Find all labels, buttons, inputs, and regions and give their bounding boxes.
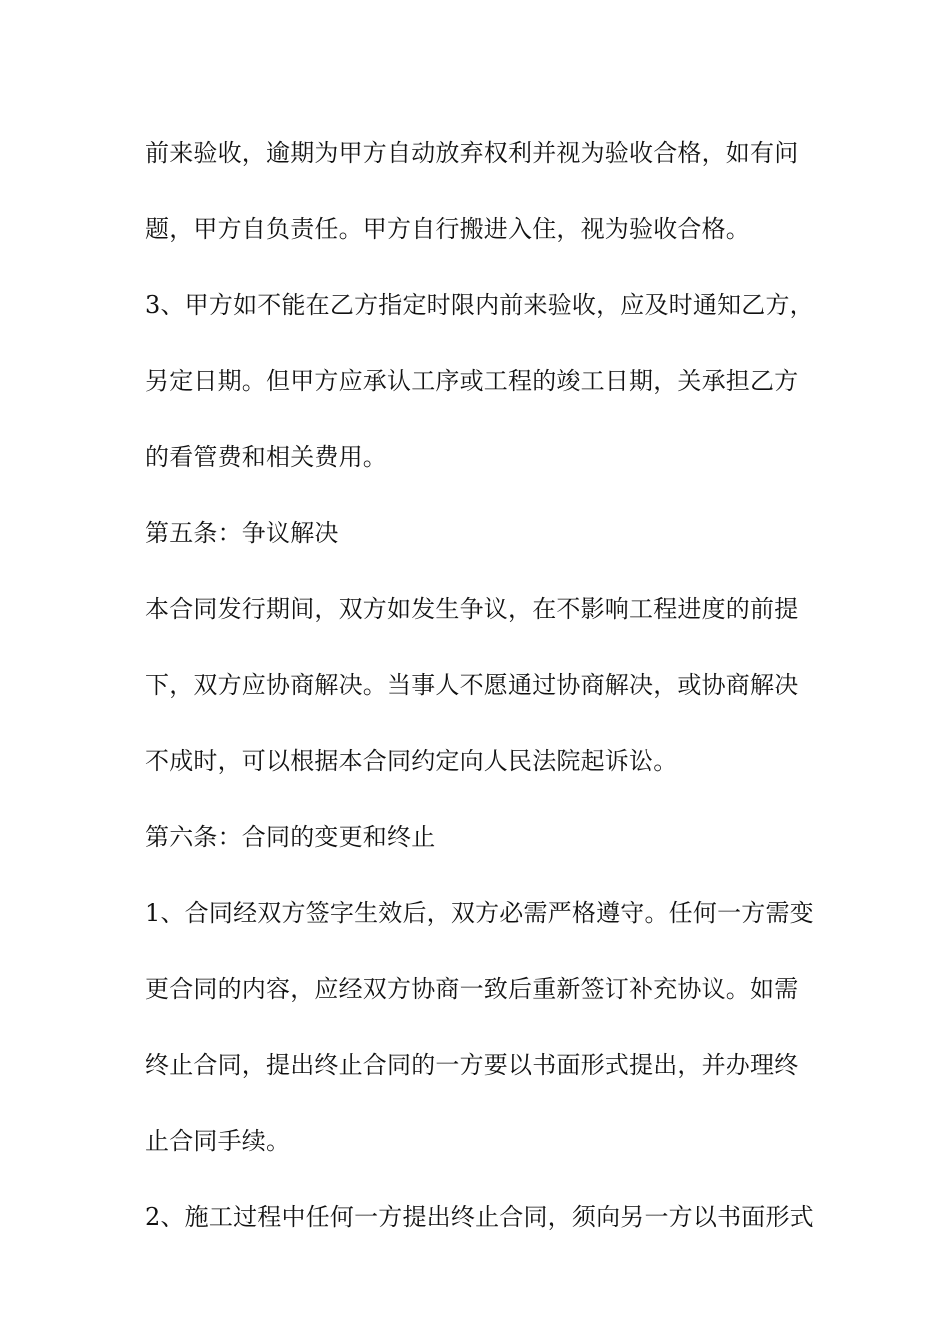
text-line: 终止合同，提出终止合同的一方要以书面形式提出，并办理终 xyxy=(145,1051,799,1079)
text-line: 题，甲方自负责任。甲方自行搬进入住，视为验收合格。 xyxy=(145,215,750,243)
text-line: 下，双方应协商解决。当事人不愿通过协商解决，或协商解决 xyxy=(145,671,799,699)
text-line: 前来验收，逾期为甲方自动放弃权利并视为验收合格，如有问 xyxy=(145,139,799,167)
text-line: 1、合同经双方签字生效后，双方必需严格遵守。任何一方需变 xyxy=(145,899,814,927)
text-line: 不成时，可以根据本合同约定向人民法院起诉讼。 xyxy=(145,747,678,775)
section-heading-article-6: 第六条：合同的变更和终止 xyxy=(145,823,436,851)
text-line: 止合同手续。 xyxy=(145,1127,291,1155)
text-line: 3、甲方如不能在乙方指定时限内前来验收，应及时通知乙方， xyxy=(145,291,814,319)
section-heading-article-5: 第五条：争议解决 xyxy=(145,519,339,547)
text-line: 的看管费和相关费用。 xyxy=(145,443,387,471)
text-line: 本合同发行期间，双方如发生争议，在不影响工程进度的前提 xyxy=(145,595,799,623)
document-body xyxy=(145,127,815,1267)
text-line: 更合同的内容，应经双方协商一致后重新签订补充协议。如需 xyxy=(145,975,799,1003)
text-line: 2、施工过程中任何一方提出终止合同，须向另一方以书面形式 xyxy=(145,1203,814,1231)
text-line: 另定日期。但甲方应承认工序或工程的竣工日期，关承担乙方 xyxy=(145,367,799,395)
